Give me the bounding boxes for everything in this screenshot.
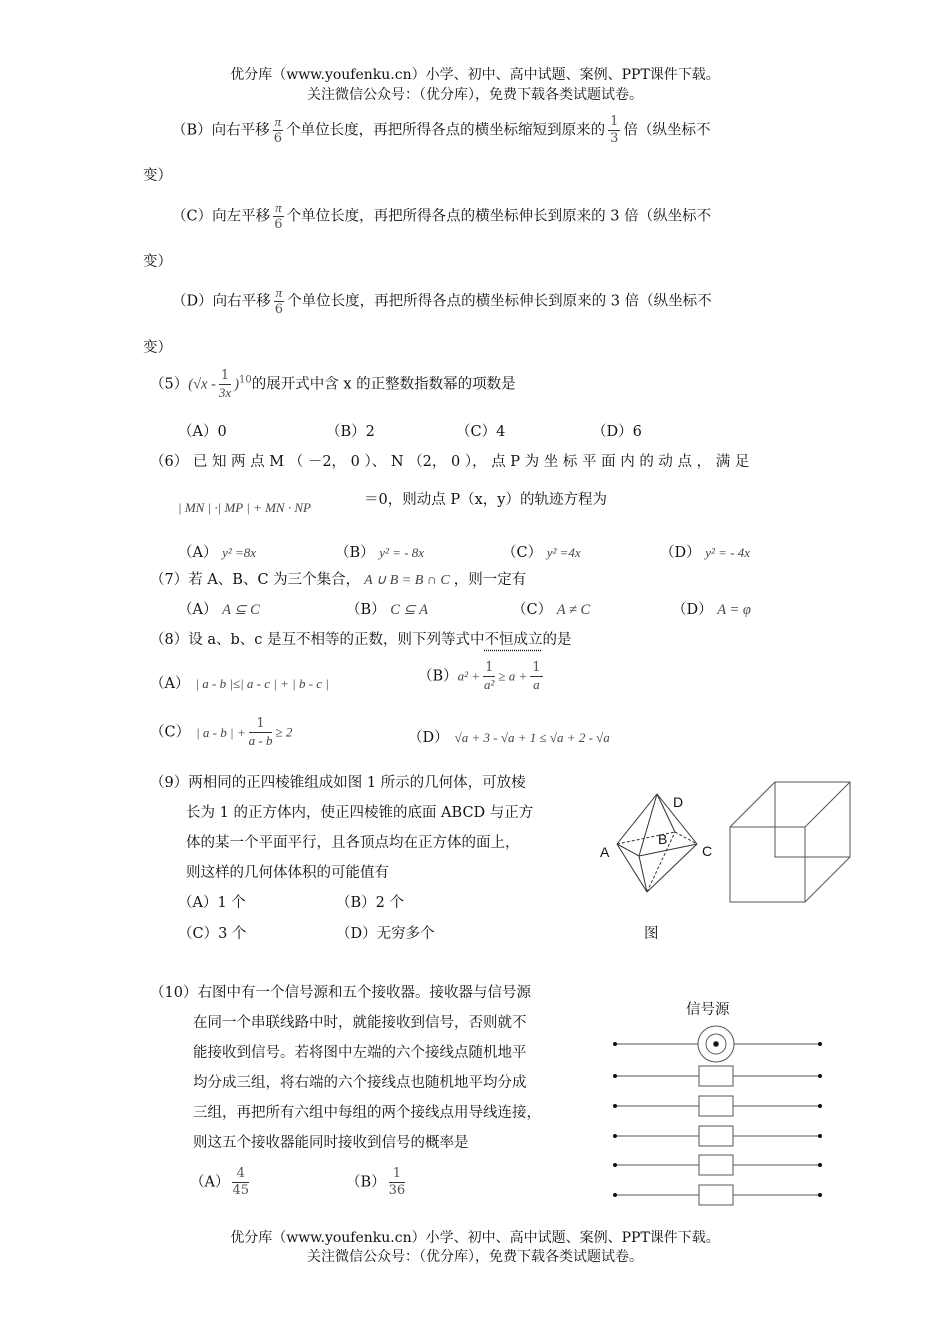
q7-stem: （7）若 A、B、C 为三个集合， A ∪ B = B ∩ C ，则一定有 bbox=[150, 572, 527, 588]
q9-line: 长为 1 的正方体内，使正四棱锥的底面 ABCD 与正方 bbox=[186, 805, 534, 821]
q4-option-c-cont: 变） bbox=[143, 254, 172, 270]
one-over-a-squared-fraction: $\frac{1}{\text{a²}}$ bbox=[484, 660, 495, 692]
q6-option-b: （B） y² = - 8x bbox=[335, 545, 425, 561]
q9-line: 体的某一个平面平行，且各顶点均在正方体的面上， bbox=[186, 835, 520, 851]
q8-option-a: （A） | a - b |≤| a - c | + | b - c | bbox=[150, 676, 329, 692]
q4-option-d-cont: 变） bbox=[143, 340, 172, 356]
four-over-45-fraction: $\frac{4}{45}$ bbox=[232, 1166, 250, 1198]
receiver-box bbox=[699, 1096, 733, 1116]
pi-over-6-fraction: $\frac{\pi}{6}$ bbox=[274, 285, 284, 317]
q9-option-d: （D）无穷多个 bbox=[336, 926, 435, 942]
signal-source-title: 信号源 bbox=[686, 1002, 730, 1018]
q9-line: （9）两相同的正四棱锥组成如图 1 所示的几何体，可放棱 bbox=[150, 775, 526, 791]
q7-option-a: （A） A ⊆ C bbox=[178, 602, 260, 618]
q9-line: 则这样的几何体体积的可能值有 bbox=[186, 865, 389, 881]
footer-line-2: 关注微信公众号：（优分库），免费下载各类试题试卷。 bbox=[307, 1249, 643, 1265]
emphasis-not-always: 不恒成立 bbox=[484, 632, 543, 648]
q10-line: 三组，再把所有六组中每组的两个接线点用导线连接， bbox=[193, 1105, 541, 1121]
q5-option-b: （B）2 bbox=[326, 424, 375, 440]
q4-option-b: （B）向右平移 $\frac{\pi}{6}$ 个单位长度，再把所得各点的横坐标缩短到原来的 $\frac{1}{3}$ 倍（纵坐标不 bbox=[172, 114, 711, 146]
receiver-box bbox=[699, 1155, 733, 1175]
q8-option-c: （C） | a - b | + $\frac{1}{a - b}$ ≥ 2 bbox=[150, 716, 293, 748]
receiver-box bbox=[699, 1185, 733, 1205]
label-d: D bbox=[673, 794, 684, 810]
q7-option-d: （D） A = φ bbox=[672, 602, 751, 618]
q8-option-d: （D） √a + 3 - √a + 1 ≤ √a + 2 - √a bbox=[408, 730, 610, 746]
pi-over-6-fraction: $\frac{\pi}{6}$ bbox=[273, 114, 283, 146]
footer-line-1: 优分库（www.youfenku.cn）小学、初中、高中试题、案例、PPT课件下载。 bbox=[230, 1230, 720, 1246]
one-over-36-fraction: $\frac{1}{36}$ bbox=[388, 1166, 406, 1198]
q4-option-b-cont: 变） bbox=[143, 168, 172, 184]
q10-circuit-figure bbox=[605, 1020, 835, 1210]
q9-option-a: （A）1 个 bbox=[178, 895, 246, 911]
q5-option-d: （D）6 bbox=[592, 424, 642, 440]
q4-option-d: （D）向右平移 $\frac{\pi}{6}$ 个单位长度，再把所得各点的横坐标伸长到原来的 3 倍（纵坐标不 bbox=[172, 285, 712, 317]
q6-option-d: （D） y² = - 4x bbox=[660, 545, 751, 561]
receiver-box bbox=[699, 1126, 733, 1146]
q6-stem-line-1: （6） 已 知 两 点 M （ －2， 0 ）、 N （2， 0 ）， 点 P 为 坐 标 平 面 内 的 动 点 ， 满 足 bbox=[150, 454, 750, 470]
octahedron-diagram bbox=[617, 794, 697, 892]
one-third-fraction: $\frac{1}{3}$ bbox=[610, 114, 619, 146]
q4-option-c: （C）向左平移 $\frac{\pi}{6}$ 个单位长度，再把所得各点的横坐标伸长到原来的 3 倍（纵坐标不 bbox=[172, 200, 712, 232]
q8-stem: （8）设 a、b、c 是互不相等的正数，则下列等式中不恒成立的是 bbox=[150, 632, 572, 648]
q10-option-b: （B） $\frac{1}{36}$ bbox=[346, 1166, 406, 1198]
q10-stem bbox=[150, 978, 541, 1158]
label-c: C bbox=[702, 843, 713, 859]
q9-stem bbox=[150, 768, 533, 888]
one-over-a-fraction: $\frac{1}{a}$ bbox=[532, 660, 541, 692]
q10-line: 则这五个接收器能同时接收到信号的概率是 bbox=[193, 1135, 469, 1151]
pi-over-6-fraction: $\frac{\pi}{6}$ bbox=[274, 200, 283, 232]
q9-option-c: （C）3 个 bbox=[178, 926, 247, 942]
q7-option-b: （B） C ⊆ A bbox=[346, 602, 428, 618]
q10-line: 均分成三组，将右端的六个接线点也随机地平均分成 bbox=[193, 1075, 527, 1091]
q6-option-a: （A） y² =8x bbox=[178, 545, 257, 561]
q6-option-c: （C） y² =4x bbox=[502, 545, 581, 561]
q10-line: 在同一个串联线路中时，就能接收到信号，否则就不 bbox=[193, 1015, 527, 1031]
q10-option-a: （A） $\frac{4}{45}$ bbox=[190, 1166, 250, 1198]
one-over-a-minus-b-fraction: $\frac{1}{a - b}$ bbox=[248, 716, 273, 748]
cube-diagram bbox=[730, 782, 850, 902]
label-b: B bbox=[658, 831, 668, 847]
q9-figure bbox=[595, 780, 865, 915]
one-over-3x-fraction: $\frac{1}{3x}$ bbox=[218, 368, 232, 400]
q10-line: 能接收到信号。若将图中左端的六个接线点随机地平 bbox=[193, 1045, 527, 1061]
header-line-2: 关注微信公众号：（优分库），免费下载各类试题试卷。 bbox=[307, 87, 643, 103]
header-line-1: 优分库（www.youfenku.cn）小学、初中、高中试题、案例、PPT课件下载。 bbox=[230, 67, 720, 83]
q10-line: （10）右图中有一个信号源和五个接收器。接收器与信号源 bbox=[150, 985, 531, 1001]
q5-option-a: （A）0 bbox=[178, 424, 227, 440]
label-a: A bbox=[600, 844, 610, 860]
q5-stem: （5）(√x - $\frac{1}{3x}$ )$^{10}$的展开式中含 x 的正整数指数幂的项数是 bbox=[150, 368, 516, 400]
q9-figure-caption: 图 bbox=[644, 926, 659, 942]
receiver-box bbox=[699, 1066, 733, 1086]
q9-option-b: （B）2 个 bbox=[336, 895, 404, 911]
q6-vector-formula: | MN | ·| MP | + MN · NP bbox=[178, 500, 311, 515]
q8-option-b: （B）a² + $\frac{1}{\text{a²}}$ ≥ a + $\frac{1}{a}$ bbox=[418, 660, 541, 692]
q6-stem-line-2: ＝0，则动点 P（x，y）的轨迹方程为 bbox=[364, 492, 607, 508]
q5-option-c: （C）4 bbox=[456, 424, 506, 440]
q7-option-c: （C） A ≠ C bbox=[512, 602, 591, 618]
